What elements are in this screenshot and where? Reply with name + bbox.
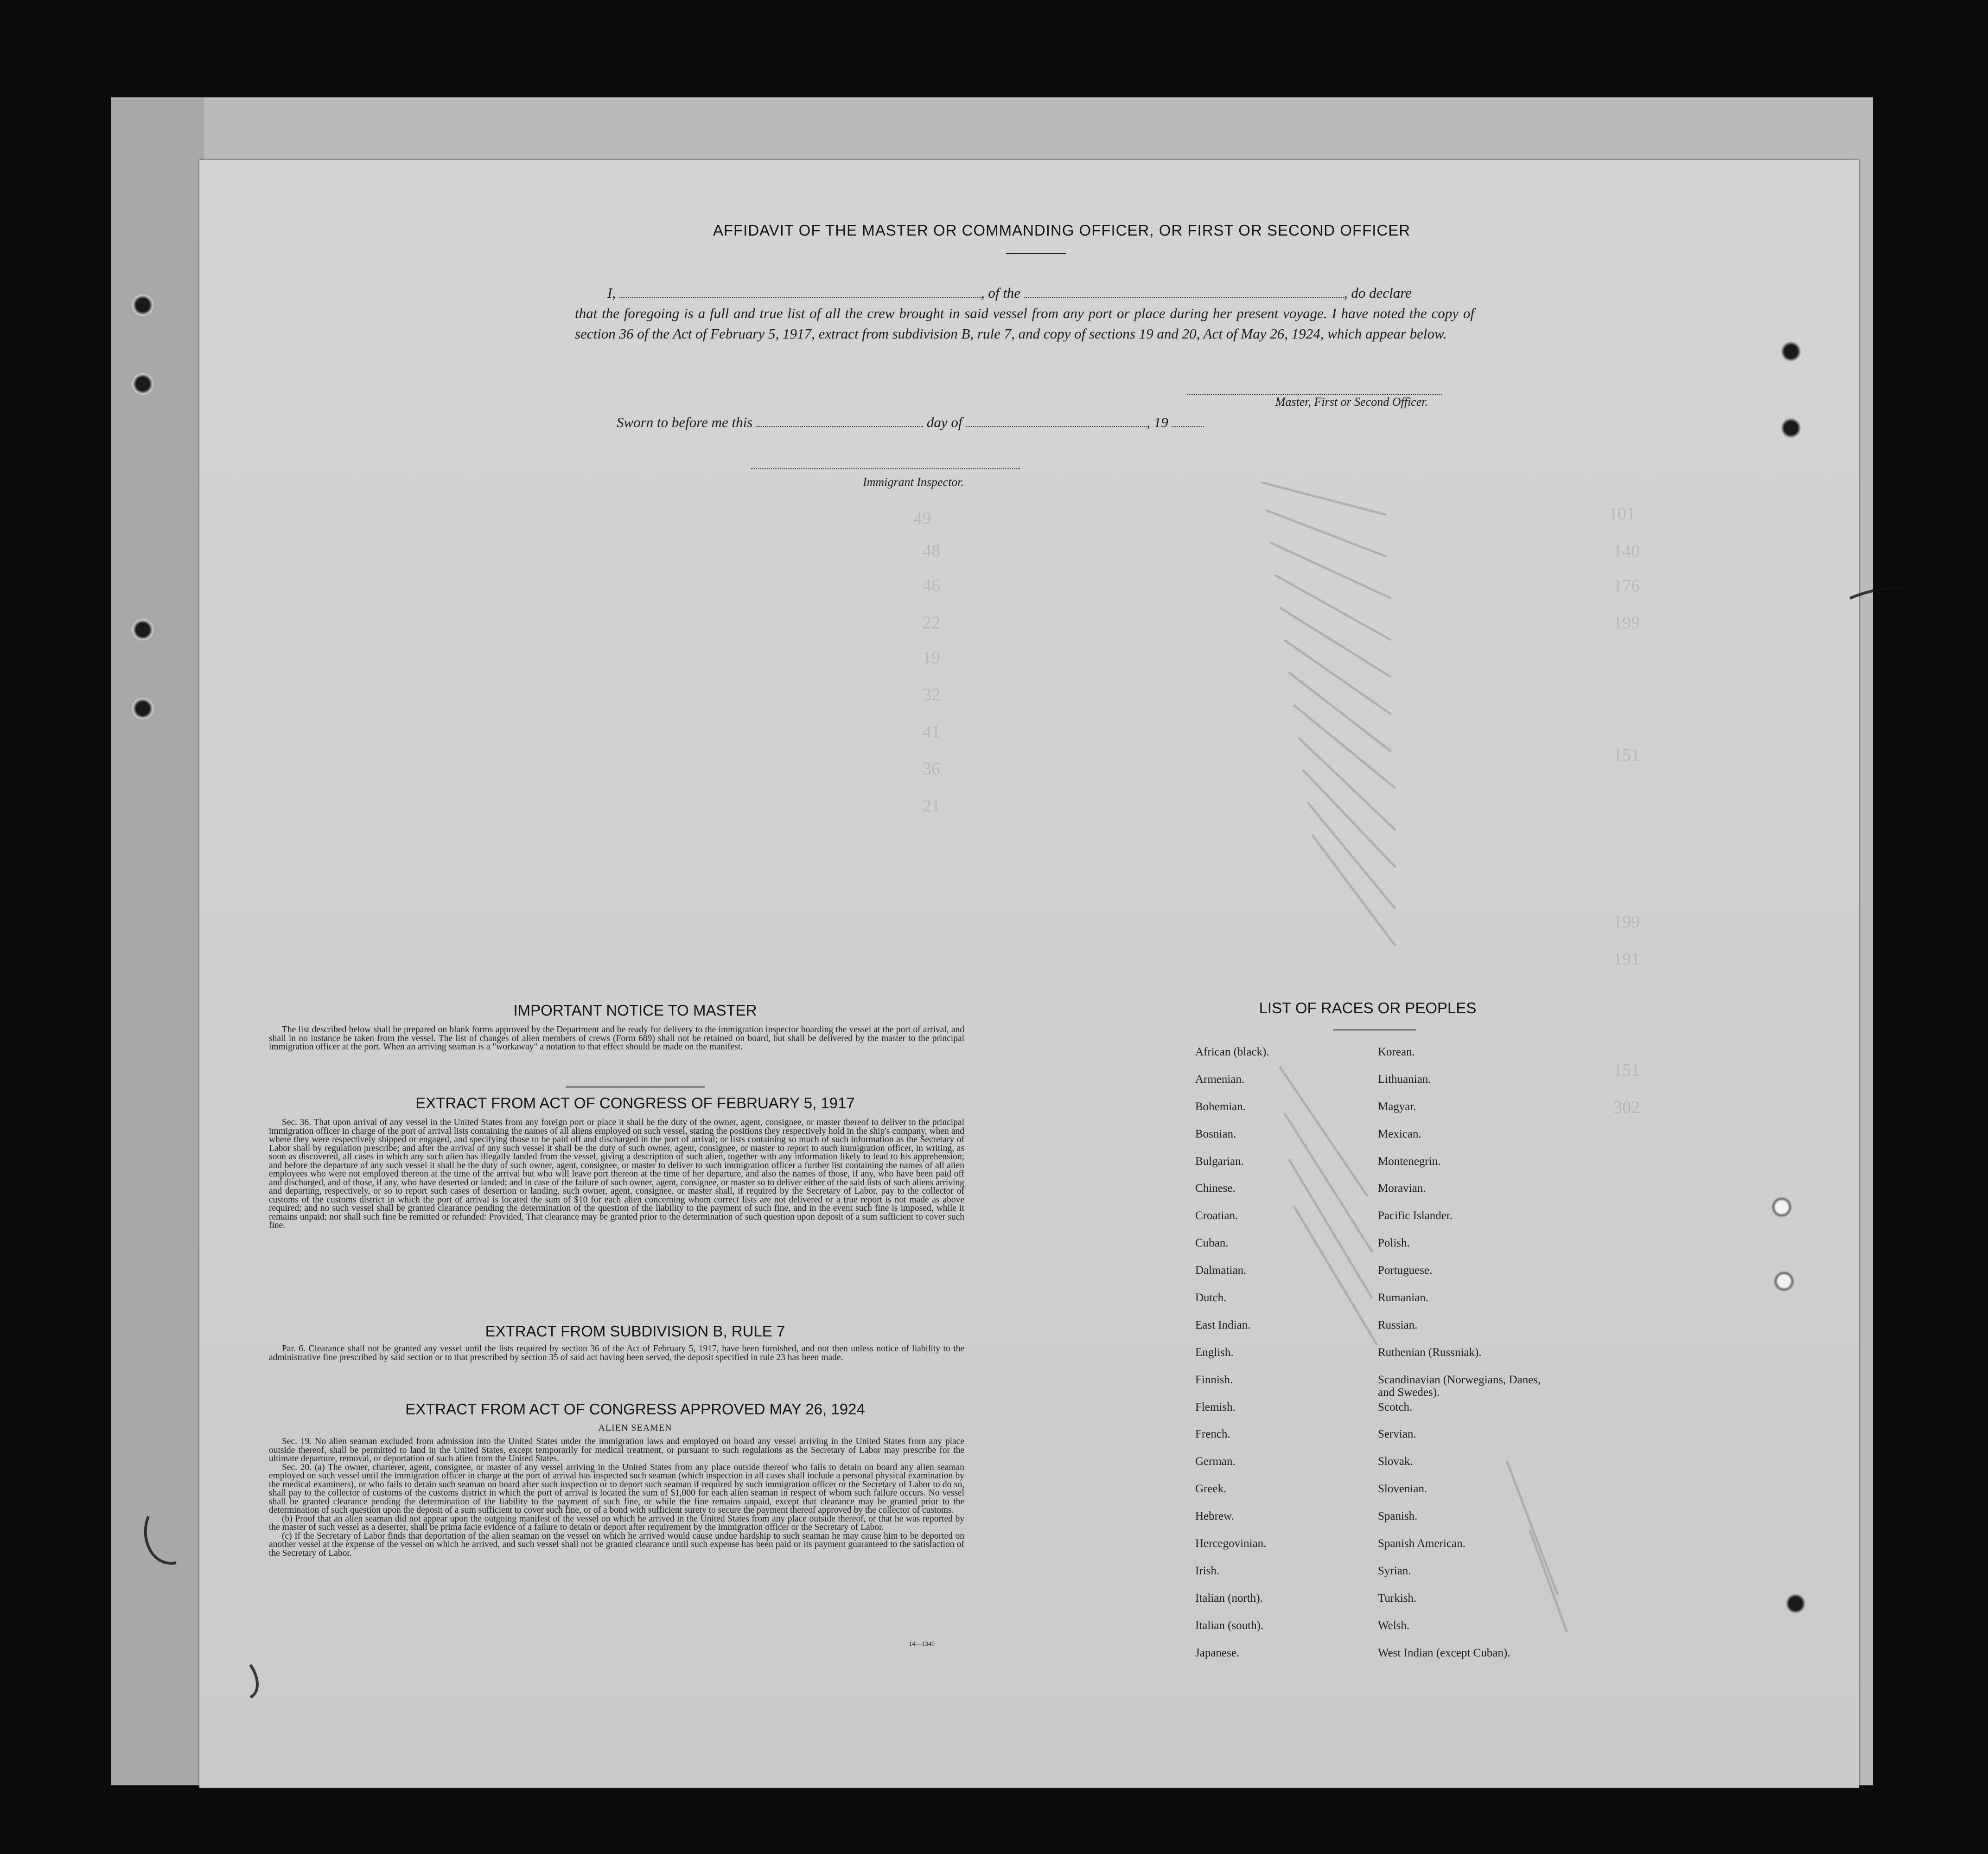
race-item: Montenegrin. bbox=[1378, 1155, 1441, 1168]
race-item: Magyar. bbox=[1378, 1100, 1416, 1113]
declaration-block bbox=[575, 283, 1474, 344]
svg-text:176: 176 bbox=[1613, 576, 1640, 595]
svg-text:191: 191 bbox=[1613, 949, 1640, 969]
act-1917-sec36: Sec. 36. That upon arrival of any vessel in the United States from any foreign port or place it shall be the duty of the owner, agent, consignee, or master thereof to deliver to the principal immigration officer in charge of the port of arrival lists containing the names of all aliens employed on such vessel, stating the positions they respectively hold in the ship's company, when and where they were respectively shipped or engaged, and specifying those to be paid off and discharged in the port of arrival; or lists containing so much of such information as the Secretary of Labor shall by regulation prescribe; and after the arrival of any such vessel it shall be the duty of such owner, agent, consignee, or master to report to such immigration officer, in writing, as soon as discovered, all cases in which any such alien has illegally landed from the vessel, giving a description of such alien, together with any information likely to lead to his apprehension; and before the departure of any such vessel it shall be the duty of such owner, agent, consignee, or master to deliver to such immigration officer a further list containing the names of all alien employees who were not employed thereon at the time of the arrival but who will leave port thereon at the time of her departure, and also the names of those, if any, who have been paid off and discharged, and of those, if any, who have deserted or landed; and in case of the failure of such owner, agent, consignee, or master so to deliver either of the said lists of such aliens arriving and departing, respectively, or so to report such cases of desertion or landing, such owner, agent, consignee, or master shall, if required by the Secretary of Labor, pay to the collector of customs of the customs district in which the port of arrival is located the sum of $10 for each alien concerning whom correct lists are not delivered or a true report is not made as above required; and no such vessel shall be granted clearance pending the determination of the question of the liability to the payment of such fine, and in the event such fine is imposed, while it remains unpaid; nor shall such fine be remitted or refunded: Provided, That clearance may be granted prior to the determination of such question upon deposit of a sum sufficient to cover such fine. bbox=[269, 1118, 964, 1230]
declaration-first-line bbox=[575, 283, 1474, 303]
race-item: Moravian. bbox=[1378, 1182, 1426, 1195]
sworn-month-field[interactable] bbox=[966, 414, 1147, 427]
race-item: Pacific Islander. bbox=[1378, 1209, 1453, 1222]
act-1924-text bbox=[269, 1438, 964, 1558]
rule7-text bbox=[269, 1345, 964, 1362]
race-item: Finnish. bbox=[1195, 1373, 1233, 1386]
races-divider bbox=[1333, 1029, 1416, 1030]
act-1924-sec20c: (c) If the Secretary of Labor finds that deportation of the alien seaman on the vessel on which he arrived would cause undue hardship to such seaman he may cause him to be deported on another vessel at the expense of the vessel on which he arrived, and such vessel shall not be granted clearance until such expense has been paid or its payment guaranteed to the satisfaction of the Secretary of Labor. bbox=[269, 1531, 964, 1558]
punch-hole bbox=[1773, 1271, 1795, 1292]
race-item: Croatian. bbox=[1195, 1209, 1238, 1222]
underlying-sheet-edge bbox=[111, 97, 204, 1785]
sworn-line bbox=[617, 414, 1266, 431]
race-item: Mexican. bbox=[1378, 1127, 1421, 1140]
svg-text:32: 32 bbox=[923, 685, 940, 704]
sworn-day-field[interactable] bbox=[756, 414, 923, 427]
punch-hole bbox=[132, 294, 153, 316]
race-item: Hercegovinian. bbox=[1195, 1537, 1267, 1550]
race-item: Cuban. bbox=[1195, 1237, 1229, 1250]
race-item: Greek. bbox=[1195, 1483, 1227, 1496]
race-item: Portuguese. bbox=[1378, 1264, 1433, 1277]
race-item: Dutch. bbox=[1195, 1291, 1227, 1304]
act-1924-sec19: Sec. 19. No alien seaman excluded from admission into the United States under the immigration laws and employed on board any vessel arriving in the United States from any place outside thereof, shall be permitted to land in the United States, except temporarily for medical treatment, or pursuant to such regulations as the Secretary of Labor may prescribe for the ultimate departure, removal, or deportation of such alien from the United States. bbox=[269, 1437, 964, 1464]
race-item: West Indian (except Cuban). bbox=[1378, 1646, 1510, 1659]
svg-text:36: 36 bbox=[923, 759, 940, 779]
races-right-column bbox=[1378, 1046, 1573, 1674]
race-item: Slovak. bbox=[1378, 1455, 1413, 1468]
punch-hole bbox=[132, 373, 153, 395]
race-item: Scotch. bbox=[1378, 1400, 1413, 1413]
race-item: Spanish American. bbox=[1378, 1537, 1466, 1550]
race-item: Spanish. bbox=[1378, 1510, 1418, 1523]
race-item: English. bbox=[1195, 1346, 1234, 1359]
declarant-name-field[interactable] bbox=[619, 285, 981, 298]
act-1924-sec20b: (b) Proof that an alien seaman did not appear upon the outgoing manifest of the vessel on which he arrived in the United States from any place outside thereof, or that he was reported by the master of such vessel as a deserter, shall be prima facie evidence of a failure to detain or deport after requirement by the immigration officer or the Secretary of Labor. bbox=[269, 1514, 964, 1532]
act-1924-title: EXTRACT FROM ACT OF CONGRESS APPROVED MAY 26, 1924 bbox=[405, 1400, 865, 1418]
svg-text:22: 22 bbox=[923, 613, 940, 633]
rule7-title: EXTRACT FROM SUBDIVISION B, RULE 7 bbox=[485, 1323, 785, 1340]
punch-hole bbox=[1785, 1593, 1806, 1614]
race-item: Lithuanian. bbox=[1378, 1073, 1431, 1086]
svg-text:21: 21 bbox=[923, 796, 940, 816]
race-item: Slovenian. bbox=[1378, 1483, 1427, 1496]
race-item: Armenian. bbox=[1195, 1073, 1245, 1086]
svg-text:151: 151 bbox=[1613, 745, 1640, 765]
rule7-par6: Par. 6. Clearance shall not be granted any vessel until the lists required by section 36 of the Act of February 5, 1917, have been furnished, and not then unless notice of liability to the administrative fine prescribed by said section or to that prescribed by section 35 of said act having been served, the deposit specified in rule 23 has been made. bbox=[269, 1344, 964, 1362]
svg-text:140: 140 bbox=[1613, 541, 1640, 561]
race-item: Chinese. bbox=[1195, 1182, 1236, 1195]
alien-seamen-subtitle: ALIEN SEAMEN bbox=[598, 1423, 672, 1433]
race-item: East Indian. bbox=[1195, 1318, 1251, 1331]
races-title: LIST OF RACES OR PEOPLES bbox=[1259, 999, 1477, 1017]
race-item: Welsh. bbox=[1378, 1619, 1410, 1632]
race-item: Ruthenian (Russniak). bbox=[1378, 1346, 1482, 1359]
svg-text:101: 101 bbox=[1609, 504, 1635, 524]
sworn-day-label: day of bbox=[926, 414, 962, 430]
svg-text:151: 151 bbox=[1613, 1061, 1640, 1080]
title-divider bbox=[1006, 253, 1066, 254]
form-number: 14—1340 bbox=[909, 1641, 935, 1648]
race-item: Japanese. bbox=[1195, 1646, 1240, 1659]
race-item: German. bbox=[1195, 1455, 1236, 1468]
sworn-year-label: , 19 bbox=[1147, 414, 1168, 430]
race-item: Syrian. bbox=[1378, 1564, 1411, 1577]
punch-hole bbox=[1780, 417, 1802, 439]
punch-hole bbox=[132, 698, 153, 719]
act-1924-sec20a: Sec. 20. (a) The owner, charterer, agent, consignee, or master of any vessel arriving in the United States from any place outside thereof who fails to detain on board any alien seaman employed on such vessel until the immigration officer in charge at the port of arrival has inspected such seaman (which inspection in all cases shall include a personal physical examination by the medical examiners), or who fails to detain such seaman on board after such inspection or to deport such seaman if required by such immigration officer or the Secretary of Labor to do so, shall pay to the collector of customs of the customs district in which the port of arrival is located the sum of $1,000 for each alien seaman in respect of whom such failure occurs. No vessel shall be granted clearance pending the determination of the liability to the payment of such fine, or while the fine remains unpaid, except that clearance may be granted prior to the determination of such question upon the deposit of a sum sufficient to cover such fine, or of a bond with sufficient surety to secure the payment thereof approved by the collector of customs. bbox=[269, 1462, 964, 1515]
race-item: Bosnian. bbox=[1195, 1127, 1236, 1140]
race-item: African (black). bbox=[1195, 1046, 1269, 1058]
svg-text:41: 41 bbox=[923, 722, 940, 742]
declaration-body: that the foregoing is a full and true list of all the crew brought in said vessel from any port or place during her present voyage. I have noted the copy of section 36 of the Act of February 5, 1917, extract from subdivision B, rule 7, and copy of sections 19 and 20, Act of May 26, 1924, which appear below. bbox=[575, 305, 1474, 342]
inspector-label: Immigrant Inspector. bbox=[862, 475, 964, 489]
notice-body: The list described below shall be prepared on blank forms approved by the Department and be ready for delivery to the immigration inspector boarding the vessel at the port of arrival, and shall in no instance be taken from the vessel. The list of changes of alien members of crews (Form 689) shall not be retained on board, but shall be delivered by the master to the principal immigration officer at the port. When an arriving seaman is a "workaway" a notation to that effect should be made on the manifest. bbox=[269, 1025, 964, 1052]
race-item: Dalmatian. bbox=[1195, 1264, 1247, 1277]
act-1917-title: EXTRACT FROM ACT OF CONGRESS OF FEBRUARY 5, 1917 bbox=[415, 1094, 855, 1112]
officer-signature-label: Master, First or Second Officer. bbox=[1275, 395, 1428, 409]
vessel-name-field[interactable] bbox=[1024, 285, 1344, 298]
race-item: Servian. bbox=[1378, 1428, 1416, 1441]
race-item: French. bbox=[1195, 1428, 1230, 1441]
race-item: Russian. bbox=[1378, 1318, 1418, 1331]
notice-title: IMPORTANT NOTICE TO MASTER bbox=[513, 1002, 757, 1019]
svg-text:199: 199 bbox=[1613, 912, 1640, 932]
notice-text bbox=[269, 1026, 964, 1052]
race-item: Scandinavian (Norwegians, Danes, and Swedes). bbox=[1378, 1373, 1541, 1399]
race-item: Italian (south). bbox=[1195, 1619, 1264, 1632]
race-item: Rumanian. bbox=[1378, 1291, 1429, 1304]
punch-hole bbox=[132, 619, 153, 640]
inspector-signature-field[interactable] bbox=[751, 468, 1020, 469]
punch-hole bbox=[1780, 341, 1802, 362]
sworn-prefix: Sworn to before me this bbox=[617, 414, 753, 430]
race-item: Bohemian. bbox=[1195, 1100, 1246, 1113]
act-1917-text bbox=[269, 1119, 964, 1230]
race-item: Polish. bbox=[1378, 1237, 1410, 1250]
sworn-year-field[interactable] bbox=[1172, 414, 1204, 427]
vessel-prefix: , of the bbox=[981, 285, 1021, 301]
races-left-column bbox=[1195, 1046, 1348, 1674]
declare-suffix: , do declare bbox=[1344, 285, 1412, 301]
punch-hole bbox=[1771, 1196, 1792, 1218]
svg-text:199: 199 bbox=[1613, 613, 1640, 633]
race-item: Hebrew. bbox=[1195, 1510, 1234, 1523]
race-item: Korean. bbox=[1378, 1046, 1415, 1058]
declarant-prefix: I, bbox=[607, 285, 616, 301]
svg-text:46: 46 bbox=[923, 576, 940, 595]
race-item: Irish. bbox=[1195, 1564, 1220, 1577]
svg-text:49: 49 bbox=[913, 509, 931, 528]
affidavit-title: AFFIDAVIT OF THE MASTER OR COMMANDING OFFICER, OR FIRST OR SECOND OFFICER bbox=[713, 222, 1411, 239]
race-item: Turkish. bbox=[1378, 1592, 1417, 1605]
race-item: Bulgarian. bbox=[1195, 1155, 1244, 1168]
svg-text:48: 48 bbox=[923, 541, 940, 561]
race-item: Flemish. bbox=[1195, 1400, 1236, 1413]
race-item: Italian (north). bbox=[1195, 1592, 1263, 1605]
svg-text:302: 302 bbox=[1613, 1098, 1640, 1117]
svg-text:19: 19 bbox=[923, 648, 940, 667]
